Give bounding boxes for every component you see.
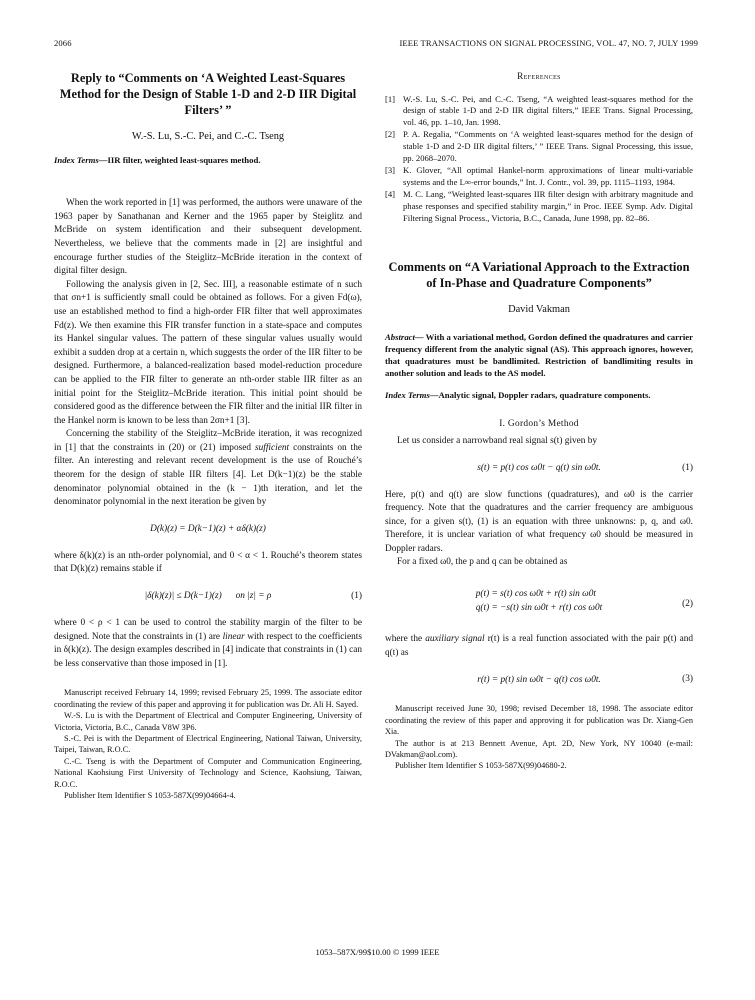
reference-text: P. A. Regalia, “Comments on ‘A weighted least-squares method for the design of stable 1-D and 2-D IIR digital filters,’ ” IEEE Trans. Signal Processing, this issue, pp. 2068–2070. (403, 129, 693, 163)
right-column (385, 70, 693, 772)
reference-text: K. Glover, “All optimal Hankel-norm approximations of linear multi-variable systems and the L∞-error bounds,” Int. J. Contr., vol. 39, pp. 1115–1193, 1984. (403, 165, 693, 187)
reply-paragraph-3 (54, 428, 362, 510)
abstract-text: With a variational method, Gordon defined the quadratures and carrier frequency different from the analytic signal (AS). This approach ignores, however, that quadratures must be bandlimited. Restriction of bandlimiting results in another solution and leads to the AS model. (385, 331, 693, 378)
comment-footnote-3: Publisher Item Identifier S 1053-587X(99)04680-2. (395, 761, 567, 771)
comment-index-text: Analytic signal, Doppler radars, quadrature components. (438, 389, 651, 400)
para5-text-b: with respect to the coefficients in δ(k)(z). The design examples described in [4] indicate that constraints in (1) can be less conservative than those imposed in [1]. (54, 631, 362, 669)
left-column (54, 70, 362, 801)
reference-number: [3] (385, 165, 396, 176)
equation-1 (54, 590, 362, 604)
comment-equation-2-body (476, 588, 602, 615)
comment-footnote-1: Manuscript received June 30, 1998; revised December 18, 1998. The associate editor coordinating the review of this paper and approving it for publication was Dr. Xiang-Gen Xia. (385, 704, 693, 737)
comment-equation-3-body: r(t) = p(t) sin ω0t − q(t) cos ω0t. (477, 674, 601, 685)
para5-text-a: where 0 < ρ < 1 can be used to control the stability margin of the filter to be designed. Note that the constraints in (1) are (54, 618, 362, 642)
reply-footnote-5: Publisher Item Identifier S 1053-587X(99)04664-4. (64, 791, 236, 801)
reply-footnote-1: Manuscript received February 14, 1999; revised February 25, 1999. The associate editor coordinating the review of this paper and approving it for publication was Dr. Ali H. Sayed. (54, 688, 362, 709)
comment-equation-3 (385, 673, 693, 687)
comment-equation-2 (385, 588, 693, 615)
comment-title: Comments on “A Variational Approach to the Extraction of In-Phase and Quadrature Components” (388, 260, 690, 291)
comment-para4-b: r(t) is a real function associated with the pair p(t) and q(t) as (385, 634, 693, 658)
comment-index-lead: Index Terms— (385, 389, 439, 400)
comment-paragraph-3: For a fixed ω0, the p and q can be obtained as (397, 557, 568, 568)
reply-title: Reply to “Comments on ‘A Weighted Least-Squares Method for the Design of Stable 1-D and 2-D IIR Digital Filters’ ” (59, 71, 357, 117)
reply-index-terms (54, 154, 362, 168)
equation-1-body: |δ(k)(z)| ≤ D(k−1)(z) on |z| = ρ (144, 591, 272, 602)
reference-text: M. C. Lang, “Weighted least-squares IIR filter design with arbitrary magnitude and phase responses and specified stability margin,” in Proc. IEEE Symp. Adv. Digital Filtering Signal Process., Victoria, B.C., Canada, June 1998, pp. 82–86. (403, 189, 693, 223)
comment-author: David Vakman (508, 304, 570, 316)
comment-index-terms (385, 389, 693, 403)
para3-emphasis: sufficient (254, 442, 290, 453)
comment-paragraph-2: Here, p(t) and q(t) are slow functions (quadratures), and ω0 is the carrier frequency. Note that the quadratures and the carrier frequency are ambiguous since, for a given s(t), (1) is an equation with three unknowns: p, q, and ω0. Therefore, it is unclear variation of what frequency ω0 should be measured in Doppler radars. (385, 489, 693, 554)
para3-text-a: Concerning the stability of the Steiglitz–McBride iteration, it was recognized in [1] that the constraints in (20) or (21) imposed (54, 429, 362, 453)
comment-paragraph-1: Let us consider a narrowband real signal s(t) given by (397, 435, 598, 446)
reply-paragraph-2: Following the analysis given in [2, Sec. III], a reasonable estimate of n such that σn+1 is sufficiently small could be obtained as follows. For a given Fd(ω), use an established method to find a high-order FIR filter that well approximates Fd(z). We then examine this FIR transfer function in a state-space and computes its Hankel singular values. The pattern of these singular values usually would exhibit a sudden drop at a certain n, which suggests the order of the IIR filter to be designed. Furthermore, a balanced-realization based model-reduction procedure can be applied to the FIR filter to generate an nth-order stable IIR filter as an initial point for the Steiglitz–McBride iteration. This initial point should be considered good as the difference between the FIR filter and the initial IIR filter in the Hankel norm is known to be less than 2σn+1 [3]. (54, 279, 362, 426)
para5-emphasis: linear (222, 631, 245, 642)
comment-equation-3-number: (3) (682, 674, 693, 685)
reply-authors: W.-S. Lu, S.-C. Pei, and C.-C. Tseng (131, 131, 285, 142)
reply-paragraph-5 (54, 617, 362, 671)
comment-paragraph-4 (385, 633, 693, 660)
references-heading: References (517, 71, 561, 81)
index-terms-text: IIR filter, weighted least-squares method. (107, 154, 261, 165)
section-heading: I. Gordon’s Method (499, 419, 579, 430)
reply-footnote-4: C.-C. Tseng is with the Department of Computer and Communication Engineering, National Kaohsiung First University of Technology and Science, Kaohsiung, Taiwan, R.O.C. (54, 756, 362, 789)
reference-text: W.-S. Lu, S.-C. Pei, and C.-C. Tseng, “A weighted least-squares method for the design of stable 1-D and 2-D IIR digital filters,” IEEE Trans. Signal Processing, vol. 46, pp. 1–10, Jan. 1998. (403, 93, 693, 127)
page-number: 2066 (54, 38, 72, 48)
reference-number: [4] (385, 189, 396, 200)
equation-update (54, 523, 362, 537)
comment-footnote-2: The author is at 213 Bennett Avenue, Apt. 2D, New York, NY 10040 (e-mail: DVakman@aol.com). (385, 738, 693, 760)
reference-item (385, 129, 693, 164)
reply-paragraph-1: When the work reported in [1] was performed, the authors were unaware of the 1963 paper by Sanathanan and Kerner and the 1965 paper by Steiglitz and McBride on system identification and their subsequent development. Nevertheless, we believe that the comments made in [2] are insightful and encourage further studies of the Steiglitz–McBride iteration in the context of digital filter design. (54, 198, 362, 277)
reference-list (385, 94, 693, 225)
comment-equation-1-number: (1) (682, 462, 693, 473)
index-terms-lead: Index Terms— (54, 154, 108, 165)
equation-1-number: (1) (351, 591, 362, 602)
copyright-footer: 1053–587X/99$10.00 © 1999 IEEE (315, 947, 440, 957)
comment-equation-1-body: s(t) = p(t) cos ω0t − q(t) sin ω0t. (477, 462, 601, 473)
reply-footnote-3: S.-C. Pei is with the Department of Electrical Engineering, National Taiwan, University, Taipei, Taiwan, R.O.C. (54, 734, 362, 755)
comment-abstract (385, 331, 693, 379)
reference-item (385, 94, 693, 129)
reply-footnote-2: W.-S. Lu is with the Department of Electrical and Computer Engineering, University of Victoria, Victoria, B.C., Canada V8W 3P6. (54, 711, 362, 732)
comment-equation-2-number: (2) (682, 599, 693, 610)
comment-footnotes (385, 703, 693, 771)
abstract-lead: Abstract— (385, 331, 424, 342)
comment-equation-2-line-1: p(t) = s(t) cos ω0t + r(t) sin ω0t (475, 589, 596, 600)
equation-update-body: D(k)(z) = D(k−1)(z) + αδ(k)(z) (150, 524, 266, 535)
para3-text-b: constraints on the filter. An interesting and relevant recent development is the use of Rouché’s theorem for the design of stable IIR filters [4]. Let D(k−1)(z) be the stable denominator polynomial obtained in the (k − 1)th iteration, and let the denominator polynomial in the next iteration be given by (54, 442, 362, 508)
comment-para4-a: where the (385, 634, 426, 645)
comment-equation-2-line-2: q(t) = −s(t) sin ω0t + r(t) cos ω0t (475, 602, 603, 613)
reference-number: [1] (385, 93, 396, 104)
journal-header: IEEE TRANSACTIONS ON SIGNAL PROCESSING, VOL. 47, NO. 7, JULY 1999 (399, 38, 698, 48)
reference-item (385, 165, 693, 188)
reference-item (385, 189, 693, 224)
comment-equation-1 (385, 462, 693, 476)
reply-paragraph-4: where δ(k)(z) is an nth-order polynomial, and 0 < α < 1. Rouché’s theorem states that D(k)(z) remains stable if (54, 550, 362, 575)
comment-para4-emphasis: auxiliary signal (425, 634, 485, 645)
reference-number: [2] (385, 129, 396, 140)
reply-footnotes (54, 687, 362, 801)
